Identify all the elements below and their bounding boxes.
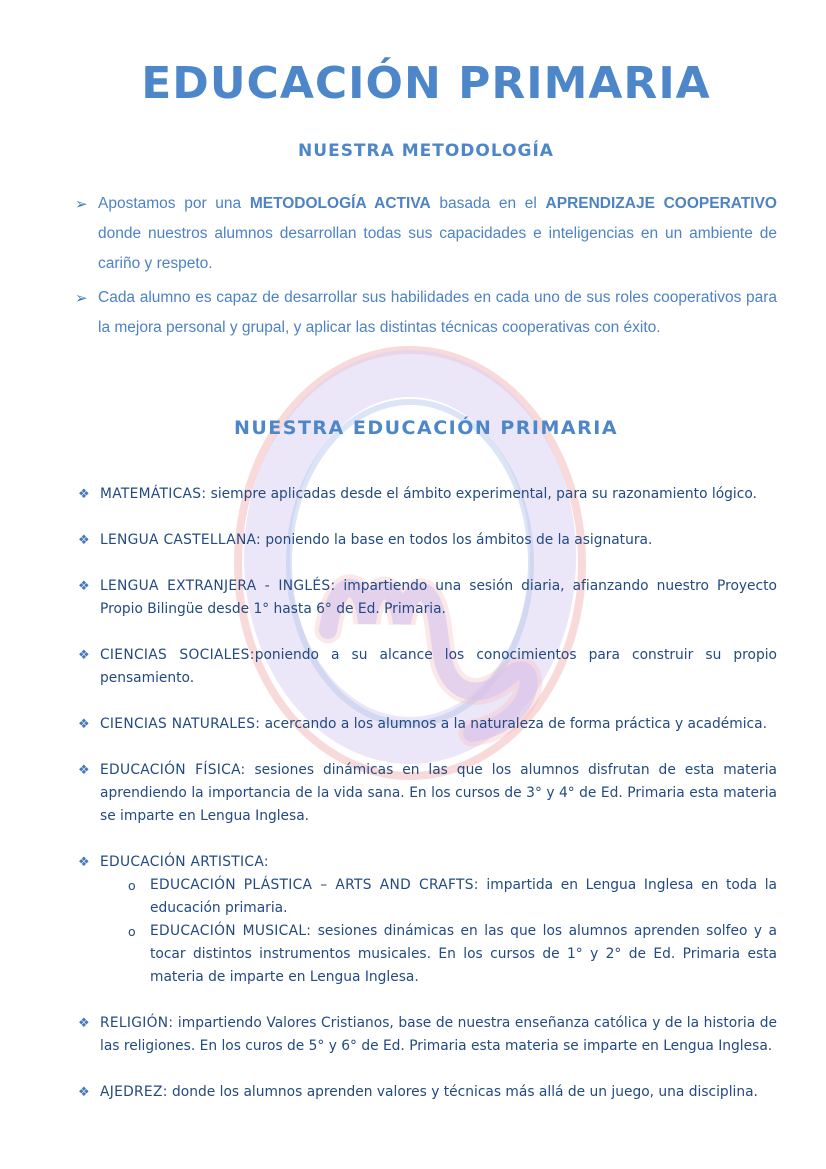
diamond-bullet-icon: ❖ — [78, 717, 90, 732]
subject-description: sesiones dinámicas en las que los alumnos disfrutan de esta materia aprendiendo la importancia de la vida sana. En los cursos de 3° y 4° de Ed. Primaria esta materia se imparte en Lengua Inglesa. — [100, 762, 777, 824]
paragraph-text-segment: APRENDIZAJE COOPERATIVO — [545, 195, 777, 212]
subject-text — [100, 575, 777, 621]
subject-text — [100, 1081, 777, 1104]
methodology-bullet-item — [75, 189, 777, 279]
methodology-section-title: NUESTRA METODOLOGÍA — [298, 141, 554, 161]
subject-name: EDUCACIÓN PLÁSTICA – ARTS AND CRAFTS: — [150, 877, 479, 893]
subjects-list — [75, 483, 777, 1104]
diamond-bullet-icon: ❖ — [78, 855, 90, 870]
subject-name: LENGUA CASTELLANA: — [100, 532, 262, 548]
arrow-bullet-icon: ➢ — [75, 195, 88, 213]
diamond-bullet-icon: ❖ — [78, 487, 90, 502]
methodology-paragraph — [98, 189, 777, 279]
subject-item — [78, 483, 777, 506]
diamond-bullet-icon: ❖ — [78, 648, 90, 663]
subject-description: siempre aplicadas desde el ámbito experimental, para su razonamiento lógico. — [206, 486, 757, 502]
primary-section-title: NUESTRA EDUCACIÓN PRIMARIA — [233, 417, 619, 439]
paragraph-text-segment: METODOLOGÍA ACTIVA — [249, 195, 431, 212]
methodology-paragraph — [98, 283, 777, 343]
arrow-bullet-icon: ➢ — [75, 289, 88, 307]
subject-item — [78, 1081, 777, 1104]
subject-sub-item — [128, 920, 777, 989]
subject-text — [100, 713, 777, 736]
subject-item — [78, 644, 777, 690]
subject-name: MATEMÁTICAS: — [100, 486, 207, 502]
subject-name: CIENCIAS NATURALES: — [100, 716, 261, 732]
subject-text — [100, 1012, 777, 1058]
paragraph-text-segment: basada en el — [430, 195, 546, 212]
page-title: EDUCACIÓN PRIMARIA — [141, 58, 711, 109]
diamond-bullet-icon: ❖ — [78, 1016, 90, 1031]
subject-name: LENGUA EXTRANJERA - INGLÉS: — [100, 578, 336, 594]
subject-description: impartiendo una sesión diaria, afianzando nuestro Proyecto Propio Bilingüe desde 1° hasta 6° de Ed. Primaria. — [100, 578, 777, 617]
subject-description: poniendo a su alcance los conocimientos para construir su propio pensamiento. — [100, 647, 778, 686]
subject-text — [100, 759, 777, 828]
diamond-bullet-icon: ❖ — [78, 763, 90, 778]
methodology-list — [75, 189, 777, 343]
subject-item — [78, 851, 777, 989]
subject-item — [78, 529, 777, 552]
paragraph-text-segment: Apostamos por una — [98, 195, 250, 212]
circle-bullet-icon: o — [128, 924, 136, 939]
subject-sub-item — [128, 874, 777, 920]
subject-item — [78, 575, 777, 621]
subject-description: sesiones dinámicas en las que los alumnos aprenden solfeo y a tocar distintos instrumentos musicales. En los cursos de 1° y 2° de Ed. Primaria esta materia de imparte en Lengua Inglesa. — [150, 923, 777, 985]
subject-text — [100, 483, 777, 506]
subject-name: EDUCACIÓN MUSICAL: — [150, 923, 312, 939]
subject-sub-list — [100, 874, 777, 989]
paragraph-text-segment: Cada alumno es capaz de desarrollar sus habilidades en cada uno de sus roles cooperativos para la mejora personal y grupal, y aplicar las distintas técnicas cooperativas con éxito. — [98, 289, 777, 336]
paragraph-text-segment: donde nuestros alumnos desarrollan todas sus capacidades e inteligencias en un ambiente de cariño y respeto. — [98, 225, 777, 272]
subject-description: acercando a los alumnos a la naturaleza de forma práctica y académica. — [260, 716, 767, 732]
subject-description: impartida en Lengua Inglesa en toda la educación primaria. — [150, 877, 777, 916]
methodology-bullet-item — [75, 283, 777, 343]
subject-text — [150, 920, 777, 989]
subject-name: CIENCIAS SOCIALES: — [100, 647, 255, 663]
circle-bullet-icon: o — [128, 878, 136, 893]
subject-item — [78, 759, 777, 828]
diamond-bullet-icon: ❖ — [78, 579, 90, 594]
subject-text — [100, 529, 777, 552]
subject-item — [78, 1012, 777, 1058]
subject-text — [100, 644, 777, 690]
subject-text — [150, 874, 777, 920]
diamond-bullet-icon: ❖ — [78, 1085, 90, 1100]
subject-description: poniendo la base en todos los ámbitos de la asignatura. — [261, 532, 653, 548]
diamond-bullet-icon: ❖ — [78, 533, 90, 548]
subject-name: AJEDREZ: — [100, 1084, 168, 1100]
subject-name: EDUCACIÓN ARTISTICA: — [100, 854, 269, 870]
subject-name: EDUCACIÓN FÍSICA: — [100, 762, 246, 778]
subject-text — [100, 851, 777, 989]
subject-item — [78, 713, 777, 736]
subject-description: impartiendo Valores Cristianos, base de nuestra enseñanza católica y de la historia de las religiones. En los curos de 5° y 6° de Ed. Primaria esta materia se imparte en Lengua Inglesa. — [100, 1015, 777, 1054]
subject-name: RELIGIÓN: — [100, 1015, 174, 1031]
subject-description: donde los alumnos aprenden valores y técnicas más allá de un juego, una disciplina. — [167, 1084, 758, 1100]
